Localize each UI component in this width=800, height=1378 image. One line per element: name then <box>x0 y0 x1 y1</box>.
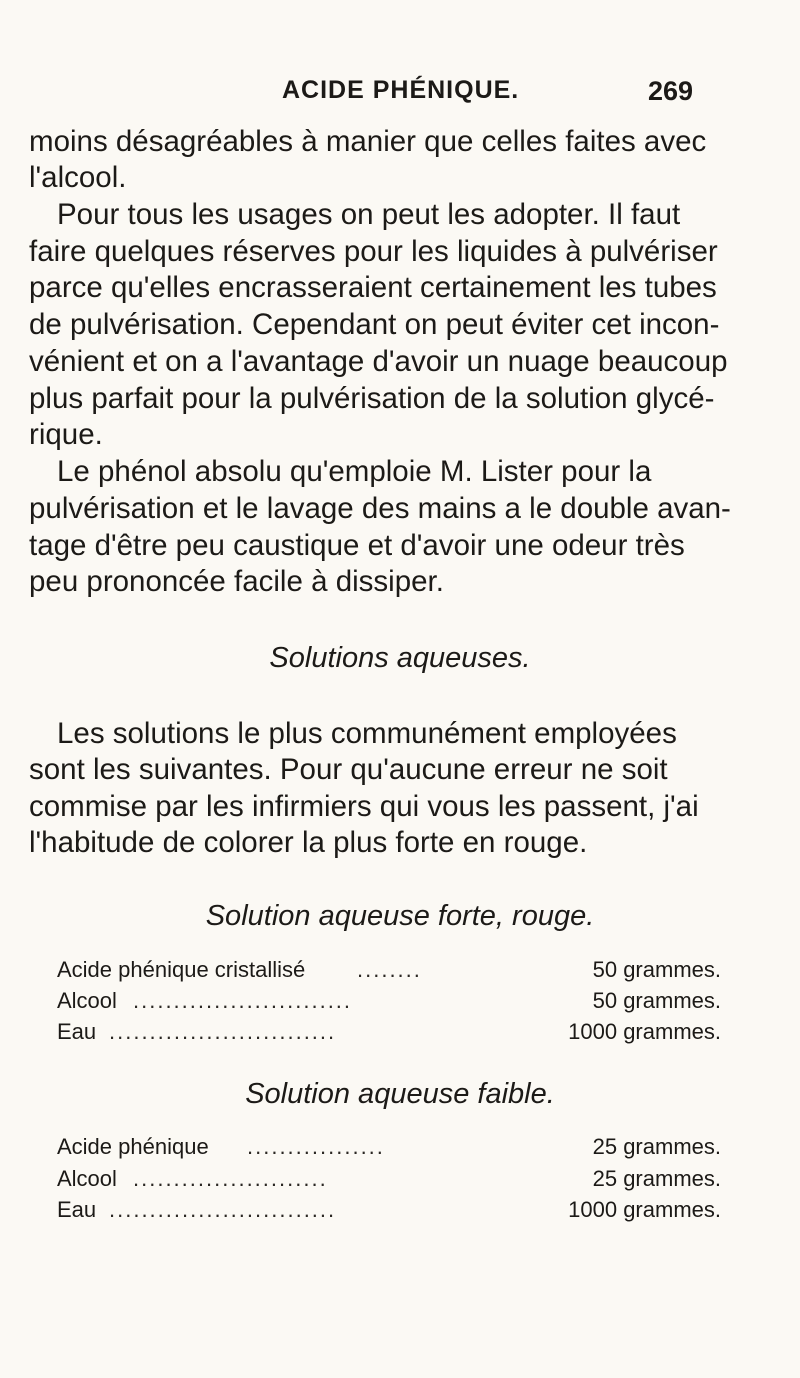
body-line: parce qu'elles encrasseraient certainement les tubes <box>29 271 717 304</box>
ingredient-name: Acide phénique cristallisé <box>57 957 306 982</box>
ingredient-name: Alcool <box>57 1166 117 1191</box>
recipe-row <box>57 1164 721 1194</box>
body-line: tage d'être peu caustique et d'avoir une odeur très <box>29 529 685 562</box>
leader-dots: ........ <box>357 957 422 982</box>
body-line: Le phénol absolu qu'emploie M. Lister pour la <box>57 455 652 488</box>
leader-dots: ........................... <box>133 988 353 1013</box>
body-line: rique. <box>29 418 103 451</box>
body-line: Les solutions le plus communément employées <box>57 717 677 750</box>
recipe-row <box>57 1017 721 1047</box>
leader-dots: ............................ <box>109 1197 337 1222</box>
body-line: moins désagréables à manier que celles faites avec <box>29 125 707 158</box>
ingredient-name: Acide phénique <box>57 1134 209 1159</box>
running-head <box>0 76 800 112</box>
body-line: plus parfait pour la pulvérisation de la solution glycé- <box>29 382 715 415</box>
recipe-row <box>57 1195 721 1225</box>
page-number: 269 <box>648 76 694 106</box>
body-line: vénient et on a l'avantage d'avoir un nuage beaucoup <box>29 345 728 378</box>
ingredient-name: Eau <box>57 1197 97 1222</box>
ingredient-quantity: 25 grammes. <box>592 1166 721 1191</box>
recipe-row <box>57 955 721 985</box>
leader-dots: ........................ <box>133 1166 328 1191</box>
body-line: l'alcool. <box>29 161 127 194</box>
ingredient-quantity: 25 grammes. <box>592 1134 721 1159</box>
body-line: sont les suivantes. Pour qu'aucune erreur ne soit <box>29 753 668 786</box>
recipe-title: Solution aqueuse faible. <box>245 1078 555 1110</box>
ingredient-quantity: 50 grammes. <box>592 957 721 982</box>
body-line: l'habitude de colorer la plus forte en rouge. <box>29 826 588 859</box>
ingredient-name: Eau <box>57 1019 97 1044</box>
running-title: ACIDE PHÉNIQUE. <box>282 76 520 104</box>
body-line: peu prononcée facile à dissiper. <box>29 565 444 598</box>
ingredient-quantity: 50 grammes. <box>592 988 721 1013</box>
ingredient-quantity: 1000 grammes. <box>568 1019 721 1044</box>
recipe-row <box>57 986 721 1016</box>
body-line: pulvérisation et le lavage des mains a le double avan- <box>29 492 731 525</box>
recipe-row <box>57 1132 721 1162</box>
leader-dots: ............................ <box>109 1019 337 1044</box>
section-heading: Solutions aqueuses. <box>269 642 531 674</box>
body-line: Pour tous les usages on peut les adopter. Il faut <box>57 198 681 231</box>
body-line: faire quelques réserves pour les liquides à pulvériser <box>29 235 718 268</box>
body-line: commise par les infirmiers qui vous les passent, j'ai <box>29 790 699 823</box>
recipe-title: Solution aqueuse forte, rouge. <box>205 900 595 932</box>
ingredient-name: Alcool <box>57 988 117 1013</box>
ingredient-quantity: 1000 grammes. <box>568 1197 721 1222</box>
body-line: de pulvérisation. Cependant on peut éviter cet incon- <box>29 308 720 341</box>
leader-dots: ................. <box>247 1134 385 1159</box>
